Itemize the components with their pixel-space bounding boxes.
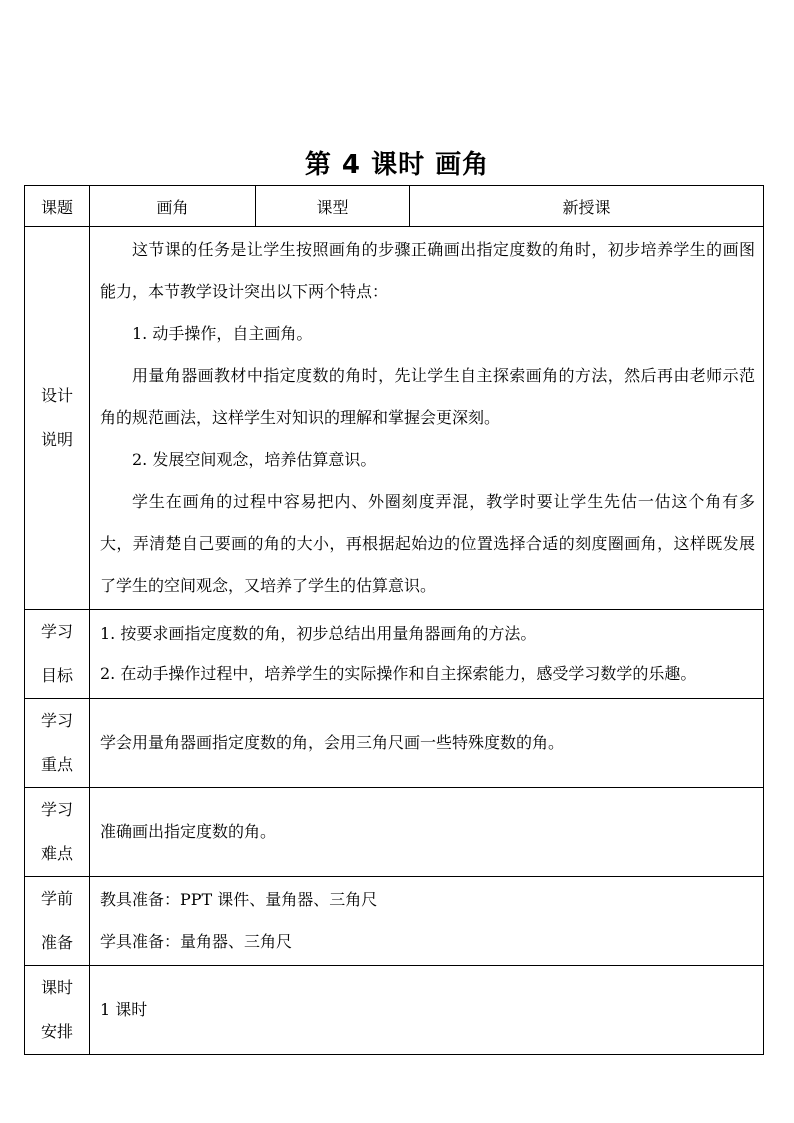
- difficulties-text: 准确画出指定度数的角。: [100, 822, 277, 841]
- preparation-label-cell: [25, 877, 90, 966]
- design-content-cell: [90, 227, 764, 610]
- design-point-2: 2. 发展空间观念，培养估算意识。: [132, 450, 377, 469]
- teacher-materials: 教具准备：PPT 课件、量角器、三角尺: [100, 890, 378, 909]
- key-points-text: 学会用量角器画指定度数的角，会用三角尺画一些特殊度数的角。: [100, 733, 565, 752]
- student-materials: 学具准备：量角器、三角尺: [100, 932, 293, 951]
- difficulties-content-cell: [90, 788, 764, 877]
- preparation-content-cell: [90, 877, 764, 966]
- key-points-row: [25, 699, 764, 788]
- type-value: 新授课: [562, 197, 611, 217]
- difficulties-label-line1: 学习: [40, 800, 73, 819]
- design-paragraph-1: 这节课的任务是让学生按照画角的步骤正确画出指定度数的角时，初步培养学生的画图能力，本节教学设计突出以下两个特点：: [100, 240, 755, 301]
- key-points-label-cell: [25, 699, 90, 788]
- key-points-label-line1: 学习: [40, 711, 73, 730]
- preparation-label-line2: 准备: [40, 933, 73, 952]
- goal-item-1: 1. 按要求画指定度数的角，初步总结出用量角器画角的方法。: [100, 624, 537, 643]
- difficulties-row: [25, 788, 764, 877]
- design-point-1: 1. 动手操作，自主画角。: [132, 324, 313, 343]
- design-paragraph-3: 学生在画角的过程中容易把内、外圈刻度弄混，教学时要让学生先估一估这个角有多大，弄清楚自己要画的角的大小，再根据起始边的位置选择合适的刻度圈画角，这样既发展了学生的空间观念，又培养了学生的估算意识。: [100, 492, 755, 595]
- goals-label-cell: [25, 610, 90, 699]
- schedule-row: [25, 966, 764, 1055]
- topic-label: 课题: [40, 197, 73, 217]
- difficulties-label-line2: 难点: [40, 844, 73, 863]
- type-label-cell: [256, 186, 410, 227]
- goals-row: [25, 610, 764, 699]
- page-title: 第 4 课时 画角: [304, 150, 490, 180]
- schedule-label-cell: [25, 966, 90, 1055]
- topic-value-cell: [90, 186, 256, 227]
- design-label-cell: [25, 227, 90, 610]
- key-points-label-line2: 重点: [40, 755, 73, 774]
- lesson-plan-table: [24, 185, 764, 1055]
- preparation-label-line1: 学前: [40, 889, 73, 908]
- preparation-row: [25, 877, 764, 966]
- key-points-content-cell: [90, 699, 764, 788]
- goals-label-line2: 目标: [40, 666, 73, 685]
- design-label-line1: 设计: [40, 386, 73, 405]
- topic-label-cell: [25, 186, 90, 227]
- goals-content-cell: [90, 610, 764, 699]
- goal-item-2: 2. 在动手操作过程中，培养学生的实际操作和自主探索能力，感受学习数学的乐趣。: [100, 664, 697, 683]
- difficulties-label-cell: [25, 788, 90, 877]
- schedule-content-cell: [90, 966, 764, 1055]
- type-label: 课型: [316, 197, 349, 217]
- design-paragraph-2: 用量角器画教材中指定度数的角时，先让学生自主探索画角的方法，然后再由老师示范角的规范画法，这样学生对知识的理解和掌握会更深刻。: [100, 366, 755, 427]
- schedule-text: 1 课时: [100, 1000, 148, 1019]
- schedule-label-line1: 课时: [40, 978, 73, 997]
- type-value-cell: [410, 186, 764, 227]
- goals-label-line1: 学习: [40, 622, 73, 641]
- header-row: [25, 186, 764, 227]
- design-label-line2: 说明: [40, 430, 73, 449]
- topic-value: 画角: [156, 197, 189, 217]
- schedule-label-line2: 安排: [40, 1022, 73, 1041]
- design-row: [25, 227, 764, 610]
